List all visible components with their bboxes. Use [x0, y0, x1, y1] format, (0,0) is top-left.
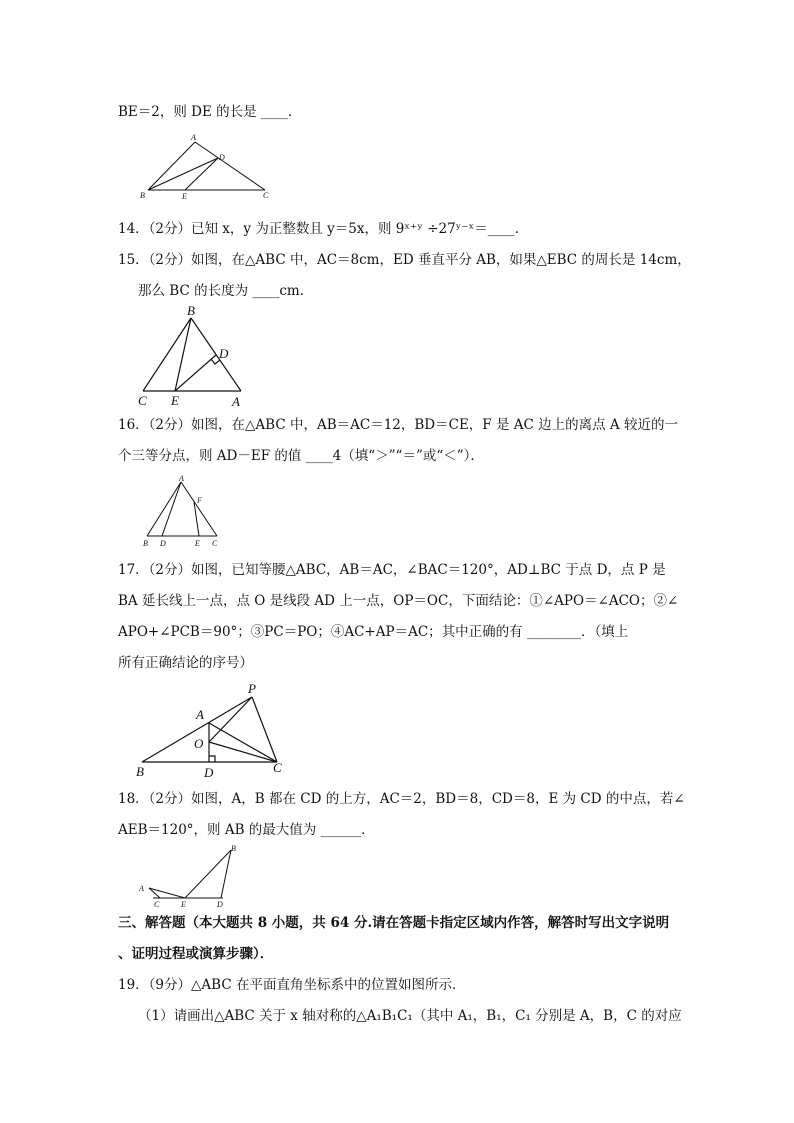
q15-text-line1: 15．（2分）如图，在△ABC 中，AC＝8cm，ED 垂直平分 AB，如果△EBC 的周长是 14cm， [118, 252, 691, 268]
q17-figure [132, 680, 292, 780]
q13-label-a: A [191, 133, 196, 142]
q15-figure [135, 303, 255, 409]
q13-label-e: E [182, 192, 187, 201]
q17-text-line4: 所有正确结论的序号） [118, 655, 253, 671]
q13-label-d: D [219, 153, 225, 162]
q15-label-d: D [219, 346, 229, 361]
q17-label-b: B [136, 764, 144, 779]
q17-label-d: D [204, 765, 214, 780]
q18-text-line1: 18．（2分）如图，A，B 都在 CD 的上方，AC＝2，BD＝8，CD＝8，E 为 CD 的中点，若∠ [118, 791, 685, 807]
section3-heading-line2: 、证明过程或演算步骤）． [118, 946, 274, 962]
q15-label-a: A [232, 394, 240, 409]
q15-label-b: B [187, 303, 195, 318]
q16-label-d: D [160, 539, 166, 548]
q15-text-line2: 那么 BC 的长度为 ____cm． [138, 283, 314, 299]
q18-label-d: D [217, 900, 223, 909]
q17-text-line3: APO+∠PCB＝90°；③PC＝PO；④AC+AP＝AC；其中正确的有 ________．（填上 [118, 624, 629, 640]
q18-label-c: C [154, 900, 160, 909]
q17-label-p: P [248, 681, 256, 696]
q17-text-line1: 17．（2分）如图，已知等腰△ABC，AB＝AC，∠BAC＝120°，AD⊥BC 于点 D，点 P 是 [118, 562, 666, 578]
q16-label-c: C [212, 539, 218, 548]
q13-figure [135, 132, 275, 202]
section3-heading-line1: 三、解答题（本大题共 8 小题，共 64 分.请在答题卡指定区域内作答，解答时写出文字说明 [118, 915, 670, 931]
q16-label-e: E [195, 539, 200, 548]
q16-label-f: F [197, 496, 202, 505]
q15-label-e: E [171, 393, 179, 408]
q16-text-line1: 16．（2分）如图，在△ABC 中，AB＝AC＝12，BD＝CE，F 是 AC 边上的离点 A 较近的一 [118, 417, 678, 433]
q18-text-line2: AEB＝120°，则 AB 的最大值为 ______． [118, 822, 375, 838]
q18-label-e: E [181, 900, 186, 909]
q16-text-line2: 个三等分点，则 AD－EF 的值 ____4（填“＞”“＝”或“＜”）． [118, 448, 484, 464]
q17-label-c: C [273, 760, 282, 775]
q15-label-c: C [138, 393, 147, 408]
q16-label-b: B [143, 539, 148, 548]
q17-label-o: O [194, 736, 204, 751]
q17-label-a: A [196, 707, 204, 722]
q13-label-c: C [263, 191, 269, 200]
q18-figure [135, 840, 245, 910]
q16-figure [135, 474, 225, 550]
q19-text: 19．（9分）△ABC 在平面直角坐标系中的位置如图所示． [118, 977, 466, 993]
q18-label-a: A [139, 884, 144, 893]
q13-label-b: B [140, 191, 145, 200]
q14-text: 14．（2分）已知 x，y 为正整数且 y＝5x，则 9ˣ⁺ʸ ÷27ʸ⁻ˣ＝____． [118, 221, 529, 237]
q13-text-tail: BE＝2，则 DE 的长是 ____． [118, 104, 302, 120]
q19-part1-text: （1）请画出△ABC 关于 x 轴对称的△A₁B₁C₁（其中 A₁，B₁，C₁ 分别是 A，B，C 的对应 [138, 1008, 682, 1024]
q18-label-b: B [231, 844, 236, 853]
q16-label-a: A [179, 474, 184, 483]
q17-text-line2: BA 延长线上一点，点 O 是线段 AD 上一点，OP＝OC，下面结论：①∠APO＝∠ACO；②∠ [118, 593, 679, 609]
